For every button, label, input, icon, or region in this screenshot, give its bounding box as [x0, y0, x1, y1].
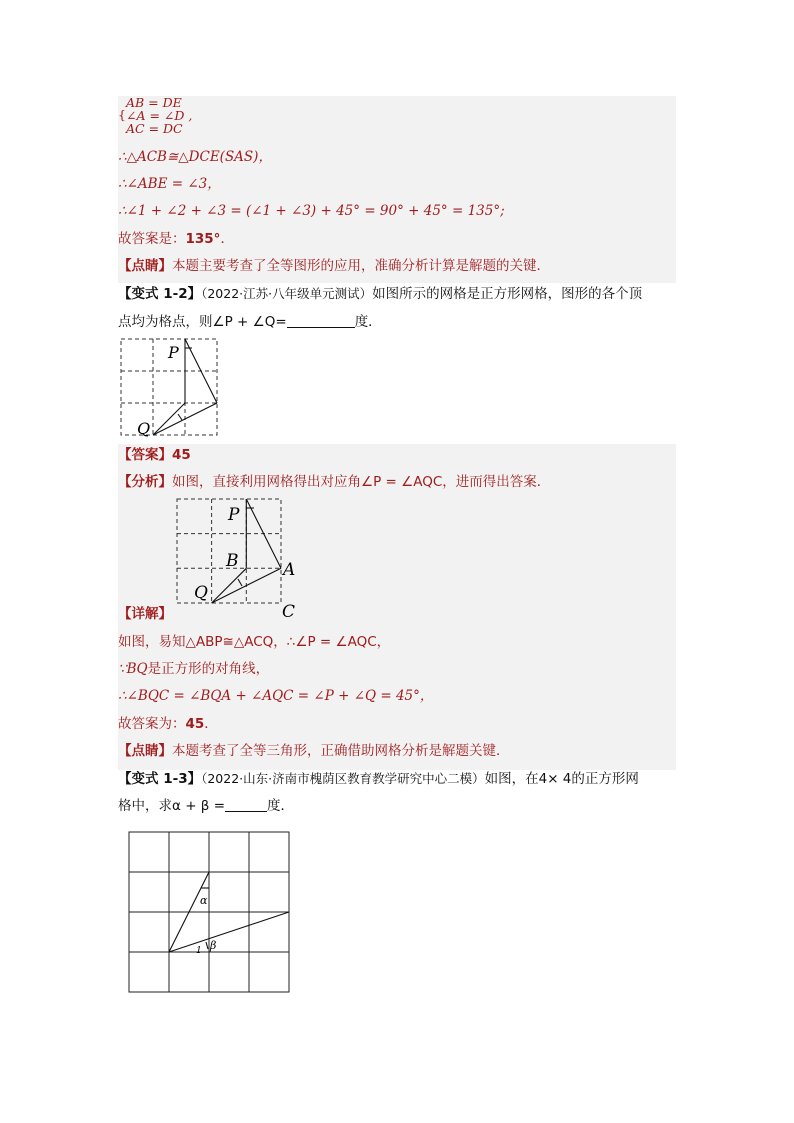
figure-grid-1-2 — [120, 338, 220, 438]
variant-1-2-line-2: 点均为格点，则∠P + ∠Q= 度． — [118, 314, 382, 330]
label-alpha: α — [200, 894, 208, 907]
congruent-line: ∴△ACB≅△DCE(SAS)， — [118, 149, 272, 165]
label-beta: β — [210, 939, 217, 952]
answer-line-1-2: 【答案】45 — [118, 447, 191, 463]
angle-sum-line: ∴∠1 + ∠2 + ∠3 = (∠1 + ∠3) + 45° = 90° + 45° = 135°; — [118, 203, 505, 219]
label-c: C — [282, 602, 296, 622]
system-brace: { — [118, 107, 126, 122]
tip-line-1 — [118, 257, 550, 275]
detail-label-line: 【详解】 — [118, 606, 172, 622]
answer-line-1: 故答案是：135°． — [118, 231, 234, 247]
answer-value-1: 135° — [185, 231, 221, 247]
answer-line-2: 故答案为：45． — [118, 716, 218, 732]
system-row-2: ∠A = ∠D , — [126, 108, 193, 123]
label-q-2: Q — [194, 583, 208, 603]
angle-abe-line: ∴∠ABE = ∠3， — [118, 176, 221, 192]
answer-value-2: 45 — [185, 716, 205, 732]
variant-1-3-line-2: 格中，求α + β = 度． — [118, 798, 295, 814]
detail-line-3: ∴∠BQC = ∠BQA + ∠AQC = ∠P + ∠Q = 45°， — [118, 688, 434, 704]
label-p-2: P — [228, 505, 240, 525]
analysis-line: 【分析】如图，直接利用网格得出对应角∠P = ∠AQC，进而得出答案． — [118, 474, 551, 490]
system-row-1: AB = DE — [126, 95, 182, 110]
answer-blank-1-3[interactable] — [225, 798, 267, 812]
label-p: P — [168, 343, 179, 362]
figure-grid-1-3 — [128, 831, 293, 996]
variant-1-3-line-1: 【变式 1-3】（2022·山东·济南市槐荫区教育教学研究中心二模）如图，在4× 4的正方形网 — [118, 771, 639, 787]
label-one: 1 — [196, 946, 202, 956]
answer-blank-1-2[interactable] — [287, 314, 355, 328]
answer-value-1-2: 45 — [172, 447, 191, 463]
variant-1-3-source: （2022·山东·济南市槐荫区教育教学研究中心二模） — [201, 771, 485, 786]
variant-1-2-line-1: 【变式 1-2】（2022·江苏·八年级单元测试）如图所示的网格是正方形网格，图形的各个顶 — [118, 286, 643, 302]
tip-label: 【点睛】 — [118, 258, 172, 274]
tip-text: 本题主要考查了全等图形的应用，准确分析计算是解题的关键． — [172, 258, 550, 274]
label-a: A — [283, 560, 296, 580]
detail-line-2: ∵BQ是正方形的对角线， — [118, 661, 270, 677]
label-b: B — [226, 551, 239, 571]
detail-line-1: 如图，易知△ABP≅△ACQ，∴∠P = ∠AQC， — [118, 634, 391, 650]
label-q: Q — [137, 419, 151, 438]
variant-1-3-label: 【变式 1-3】 — [118, 771, 202, 787]
variant-1-2-source: （2022·江苏·八年级单元测试） — [201, 286, 373, 301]
figure-grid-1-2-annotated — [176, 498, 306, 628]
tip-line-2: 【点睛】本题考查了全等三角形，正确借助网格分析是解题关键． — [118, 743, 510, 759]
variant-1-2-label: 【变式 1-2】 — [118, 286, 202, 302]
system-row-3: AC = DC — [126, 121, 183, 136]
